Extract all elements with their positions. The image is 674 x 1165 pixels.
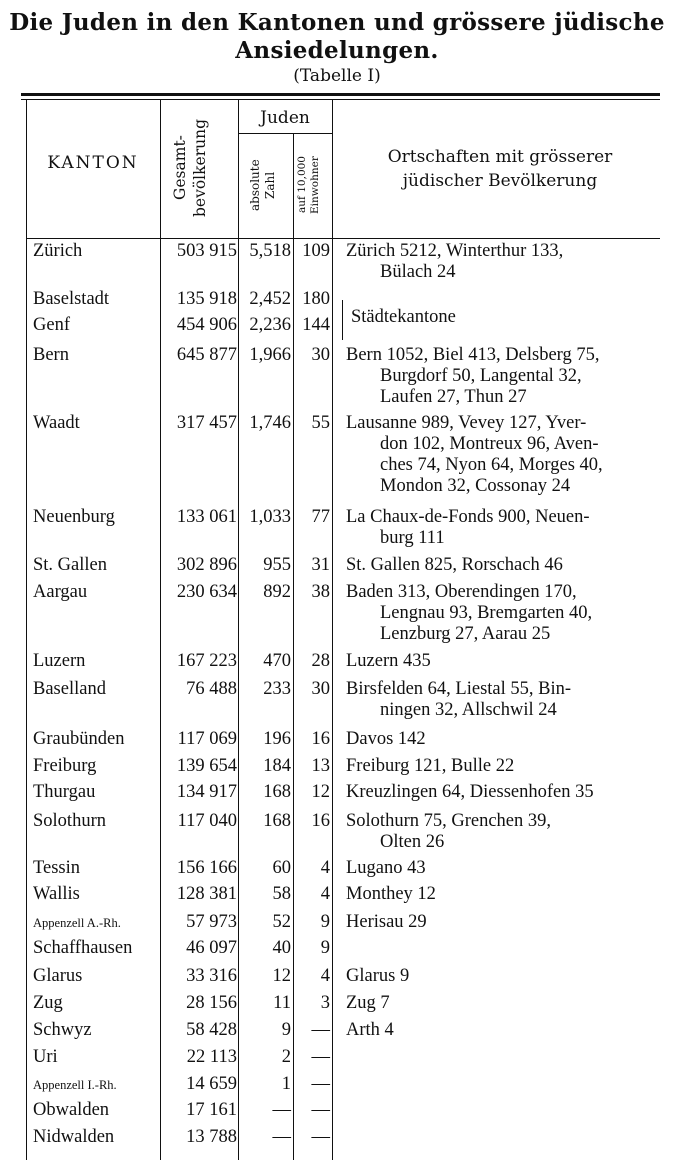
cell-auf-10000: 31 bbox=[311, 555, 330, 575]
cell-absolute-zahl: — bbox=[272, 1100, 291, 1120]
cell-kanton: Bern bbox=[33, 345, 69, 365]
cell-kanton: Zürich bbox=[33, 241, 83, 261]
cell-auf-10000: — bbox=[311, 1127, 330, 1147]
cell-gesamtbevoelkerung: 128 381 bbox=[176, 884, 237, 904]
ortschaften-line: Laufen 27, Thun 27 bbox=[380, 387, 527, 407]
cell-gesamtbevoelkerung: 17 161 bbox=[186, 1100, 237, 1120]
cell-absolute-zahl: 12 bbox=[272, 966, 291, 986]
ortschaften-line: Burgdorf 50, Langental 32, bbox=[380, 366, 582, 386]
cell-auf-10000: 9 bbox=[320, 938, 330, 958]
cell-gesamtbevoelkerung: 28 156 bbox=[186, 993, 237, 1013]
cell-auf-10000: 180 bbox=[302, 289, 330, 309]
ortschaften-line: Lugano 43 bbox=[346, 858, 426, 878]
cell-kanton: Schaffhausen bbox=[33, 938, 133, 958]
cell-kanton: Wallis bbox=[33, 884, 80, 904]
ortschaften-line: Lengnau 93, Bremgarten 40, bbox=[380, 603, 593, 623]
ortschaften-line: Zug 7 bbox=[346, 993, 390, 1013]
cell-absolute-zahl: 1,746 bbox=[249, 413, 291, 433]
cell-absolute-zahl: 1,966 bbox=[249, 345, 291, 365]
cell-ortschaften bbox=[346, 413, 652, 497]
cell-auf-10000: — bbox=[311, 1100, 330, 1120]
cell-absolute-zahl: 168 bbox=[263, 782, 291, 802]
header-bottom-rule bbox=[26, 238, 660, 239]
ortschaften-line: Zürich 5212, Winterthur 133, bbox=[346, 241, 564, 261]
cell-ortschaften bbox=[346, 679, 652, 721]
staedtekantone-brace bbox=[342, 300, 349, 340]
cell-gesamtbevoelkerung: 133 061 bbox=[176, 507, 237, 527]
cell-auf-10000: 4 bbox=[320, 858, 330, 878]
cell-kanton: Graubünden bbox=[33, 729, 125, 749]
cell-auf-10000: — bbox=[311, 1074, 330, 1094]
cell-gesamtbevoelkerung: 117 040 bbox=[177, 811, 237, 831]
cell-auf-10000: 4 bbox=[320, 966, 330, 986]
cell-ortschaften bbox=[346, 993, 652, 1014]
cell-gesamtbevoelkerung: 22 113 bbox=[186, 1047, 237, 1067]
cell-kanton: Freiburg bbox=[33, 756, 97, 776]
document-title-line-2: Ansiedelungen. bbox=[235, 37, 439, 64]
cell-absolute-zahl: 168 bbox=[263, 811, 291, 831]
header-kanton: KANTON bbox=[47, 153, 139, 173]
cell-auf-10000: — bbox=[311, 1020, 330, 1040]
cell-ortschaften bbox=[346, 555, 652, 576]
cell-auf-10000: 3 bbox=[320, 993, 330, 1013]
header-auf-10000-einwohner: auf 10,000 Einwohner bbox=[296, 156, 321, 214]
cell-auf-10000: — bbox=[311, 1047, 330, 1067]
ortschaften-line: Birsfelden 64, Liestal 55, Bin- bbox=[346, 679, 572, 699]
cell-gesamtbevoelkerung: 14 659 bbox=[186, 1074, 237, 1094]
cell-kanton: Nidwalden bbox=[33, 1127, 115, 1147]
cell-kanton: Baselland bbox=[33, 679, 106, 699]
ortschaften-line: Kreuzlingen 64, Diessenhofen 35 bbox=[346, 782, 594, 802]
cell-gesamtbevoelkerung: 135 918 bbox=[176, 289, 237, 309]
cell-absolute-zahl: 184 bbox=[263, 756, 291, 776]
ortschaften-line: Olten 26 bbox=[380, 832, 445, 852]
cell-auf-10000: 144 bbox=[302, 315, 330, 335]
cell-ortschaften bbox=[346, 1020, 652, 1041]
cell-gesamtbevoelkerung: 46 097 bbox=[186, 938, 237, 958]
header-gesamtbevoelkerung: Gesamt- bevölkerung bbox=[171, 119, 209, 218]
ortschaften-line: Lausanne 989, Vevey 127, Yver- bbox=[346, 413, 587, 433]
cell-gesamtbevoelkerung: 13 788 bbox=[186, 1127, 237, 1147]
top-rule-thin bbox=[21, 99, 660, 100]
cell-kanton: Thurgau bbox=[33, 782, 96, 802]
cell-kanton: Appenzell A.-Rh. bbox=[33, 916, 121, 930]
cell-ortschaften bbox=[346, 241, 652, 283]
ortschaften-line: ningen 32, Allschwil 24 bbox=[380, 700, 557, 720]
cell-gesamtbevoelkerung: 454 906 bbox=[176, 315, 237, 335]
cell-auf-10000: 55 bbox=[311, 413, 330, 433]
cell-absolute-zahl: 233 bbox=[263, 679, 291, 699]
cell-ortschaften bbox=[346, 966, 652, 987]
cell-absolute-zahl: 9 bbox=[281, 1020, 291, 1040]
cell-kanton: Uri bbox=[33, 1047, 58, 1067]
header-juden: Juden bbox=[260, 108, 310, 128]
cell-absolute-zahl: 1,033 bbox=[249, 507, 291, 527]
cell-auf-10000: 77 bbox=[311, 507, 330, 527]
cell-kanton: Genf bbox=[33, 315, 70, 335]
cell-absolute-zahl: — bbox=[272, 1127, 291, 1147]
cell-absolute-zahl: 2 bbox=[281, 1047, 291, 1067]
table-subtitle: (Tabelle I) bbox=[293, 66, 381, 86]
column-line-left bbox=[26, 100, 27, 1160]
cell-kanton: Solothurn bbox=[33, 811, 106, 831]
cell-auf-10000: 30 bbox=[311, 345, 330, 365]
cell-gesamtbevoelkerung: 33 316 bbox=[186, 966, 237, 986]
ortschaften-line: Luzern 435 bbox=[346, 651, 431, 671]
cell-absolute-zahl: 2,452 bbox=[249, 289, 291, 309]
cell-kanton: Zug bbox=[33, 993, 63, 1013]
ortschaften-line: Bern 1052, Biel 413, Delsberg 75, bbox=[346, 345, 600, 365]
cell-absolute-zahl: 58 bbox=[272, 884, 291, 904]
ortschaften-line: Monthey 12 bbox=[346, 884, 436, 904]
cell-kanton: Baselstadt bbox=[33, 289, 110, 309]
cell-kanton: Tessin bbox=[33, 858, 81, 878]
cell-absolute-zahl: 196 bbox=[263, 729, 291, 749]
cell-ortschaften bbox=[346, 729, 652, 750]
cell-kanton: St. Gallen bbox=[33, 555, 107, 575]
cell-kanton: Glarus bbox=[33, 966, 83, 986]
cell-ortschaften bbox=[346, 345, 652, 408]
cell-auf-10000: 4 bbox=[320, 884, 330, 904]
cell-kanton: Waadt bbox=[33, 413, 80, 433]
ortschaften-line: Solothurn 75, Grenchen 39, bbox=[346, 811, 552, 831]
cell-absolute-zahl: 892 bbox=[263, 582, 291, 602]
ortschaften-line: St. Gallen 825, Rorschach 46 bbox=[346, 555, 563, 575]
cell-absolute-zahl: 2,236 bbox=[249, 315, 291, 335]
cell-ortschaften bbox=[346, 756, 652, 777]
cell-auf-10000: 9 bbox=[320, 912, 330, 932]
ortschaften-line: Mondon 32, Cossonay 24 bbox=[380, 476, 571, 496]
top-rule-thick bbox=[21, 93, 660, 96]
cell-absolute-zahl: 955 bbox=[263, 555, 291, 575]
juden-header-rule bbox=[238, 133, 332, 134]
cell-ortschaften bbox=[346, 582, 652, 645]
staedtekantone-label: Städtekantone bbox=[351, 307, 456, 327]
cell-auf-10000: 38 bbox=[311, 582, 330, 602]
header-ortschaften: Ortschaften mit grösserer jüdischer Bevölkerung bbox=[387, 147, 613, 191]
cell-gesamtbevoelkerung: 134 917 bbox=[176, 782, 237, 802]
cell-gesamtbevoelkerung: 167 223 bbox=[176, 651, 237, 671]
cell-gesamtbevoelkerung: 156 166 bbox=[176, 858, 237, 878]
cell-gesamtbevoelkerung: 57 973 bbox=[186, 912, 237, 932]
cell-auf-10000: 109 bbox=[302, 241, 330, 261]
ortschaften-line: Arth 4 bbox=[346, 1020, 394, 1040]
ortschaften-line: Bülach 24 bbox=[380, 262, 456, 282]
cell-absolute-zahl: 11 bbox=[273, 993, 291, 1013]
cell-ortschaften bbox=[346, 507, 652, 549]
cell-absolute-zahl: 60 bbox=[272, 858, 291, 878]
cell-gesamtbevoelkerung: 76 488 bbox=[186, 679, 237, 699]
cell-absolute-zahl: 40 bbox=[272, 938, 291, 958]
cell-gesamtbevoelkerung: 230 634 bbox=[176, 582, 237, 602]
cell-kanton: Aargau bbox=[33, 582, 88, 602]
header-absolute-zahl: absolute Zahl bbox=[248, 159, 277, 211]
cell-auf-10000: 28 bbox=[311, 651, 330, 671]
cell-gesamtbevoelkerung: 117 069 bbox=[177, 729, 237, 749]
ortschaften-line: ches 74, Nyon 64, Morges 40, bbox=[380, 455, 603, 475]
document-title-line-1: Die Juden in den Kantonen und grössere jüdische bbox=[9, 9, 665, 36]
cell-ortschaften bbox=[346, 811, 652, 853]
ortschaften-line: Glarus 9 bbox=[346, 966, 410, 986]
cell-kanton: Luzern bbox=[33, 651, 86, 671]
ortschaften-line: Baden 313, Oberendingen 170, bbox=[346, 582, 577, 602]
cell-ortschaften bbox=[346, 782, 652, 803]
cell-absolute-zahl: 1 bbox=[281, 1074, 291, 1094]
cell-kanton: Obwalden bbox=[33, 1100, 110, 1120]
cell-auf-10000: 13 bbox=[311, 756, 330, 776]
cell-ortschaften bbox=[346, 912, 652, 933]
cell-absolute-zahl: 5,518 bbox=[249, 241, 291, 261]
ortschaften-line: Lenzburg 27, Aarau 25 bbox=[380, 624, 551, 644]
cell-auf-10000: 16 bbox=[311, 811, 330, 831]
cell-gesamtbevoelkerung: 139 654 bbox=[176, 756, 237, 776]
cell-absolute-zahl: 470 bbox=[263, 651, 291, 671]
column-line-juden bbox=[332, 100, 333, 1160]
cell-auf-10000: 16 bbox=[311, 729, 330, 749]
cell-gesamtbevoelkerung: 302 896 bbox=[176, 555, 237, 575]
cell-ortschaften bbox=[346, 858, 652, 879]
cell-ortschaften bbox=[346, 884, 652, 905]
cell-gesamtbevoelkerung: 317 457 bbox=[176, 413, 237, 433]
cell-ortschaften bbox=[346, 651, 652, 672]
ortschaften-line: La Chaux-de-Fonds 900, Neuen- bbox=[346, 507, 590, 527]
cell-kanton: Schwyz bbox=[33, 1020, 92, 1040]
ortschaften-line: burg 111 bbox=[380, 528, 445, 548]
ortschaften-line: don 102, Montreux 96, Aven- bbox=[380, 434, 599, 454]
cell-kanton: Neuenburg bbox=[33, 507, 115, 527]
cell-gesamtbevoelkerung: 645 877 bbox=[176, 345, 237, 365]
cell-gesamtbevoelkerung: 58 428 bbox=[186, 1020, 237, 1040]
cell-auf-10000: 12 bbox=[311, 782, 330, 802]
ortschaften-line: Herisau 29 bbox=[346, 912, 427, 932]
ortschaften-line: Freiburg 121, Bulle 22 bbox=[346, 756, 515, 776]
cell-gesamtbevoelkerung: 503 915 bbox=[176, 241, 237, 261]
cell-auf-10000: 30 bbox=[311, 679, 330, 699]
cell-kanton: Appenzell I.-Rh. bbox=[33, 1078, 117, 1092]
ortschaften-line: Davos 142 bbox=[346, 729, 426, 749]
cell-absolute-zahl: 52 bbox=[272, 912, 291, 932]
